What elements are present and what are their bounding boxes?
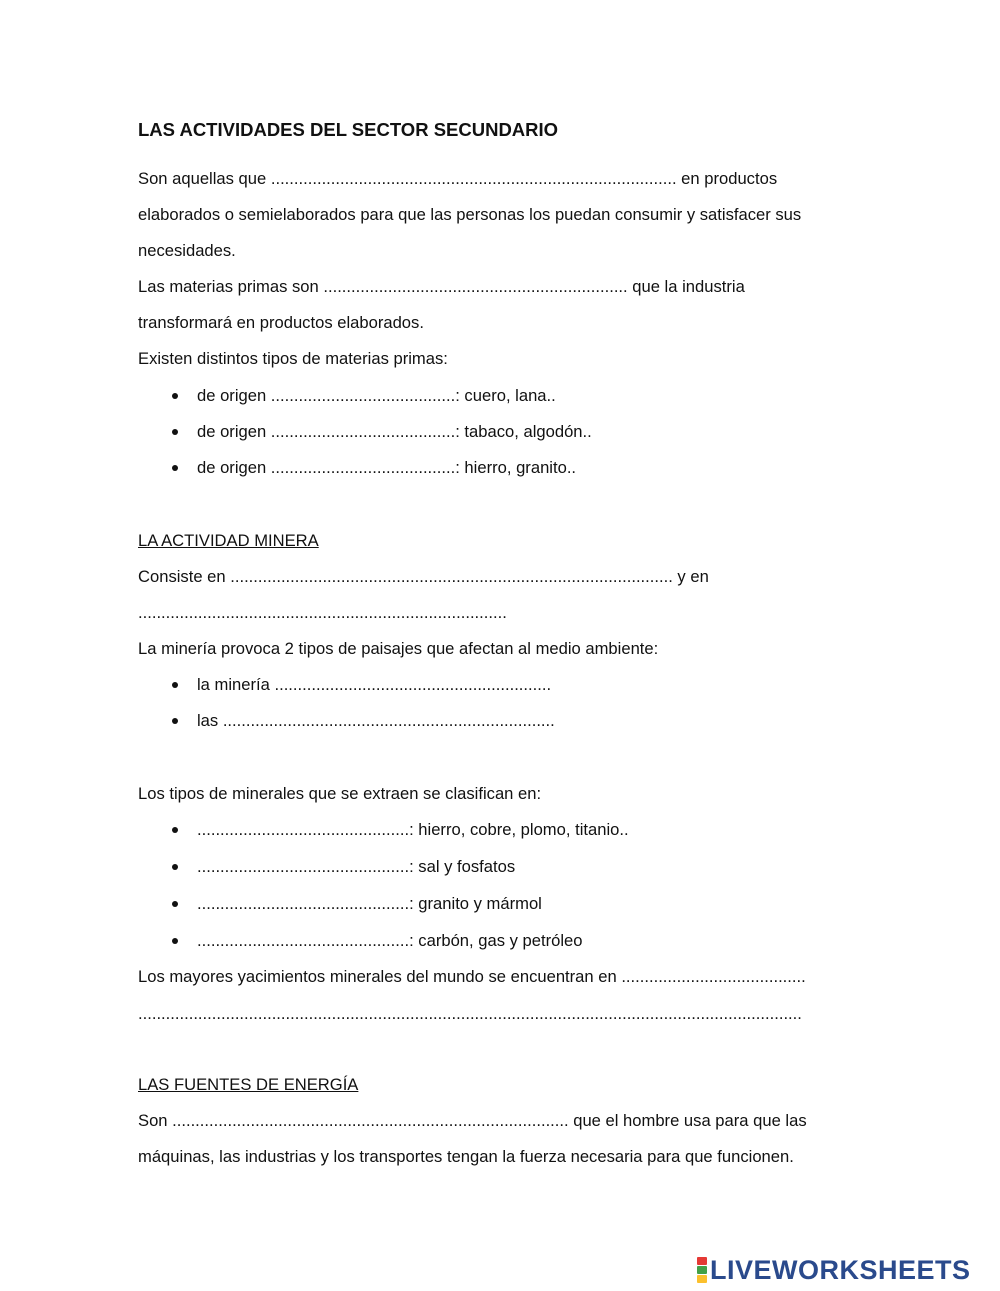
- mineral-type-item: ..............................................: granito y mármol: [197, 894, 542, 913]
- landscape-item: las ........................................................................: [197, 711, 555, 730]
- bullet-icon: [172, 393, 178, 399]
- raw-material-item: de origen ........................................: tabaco, algodón..: [197, 422, 592, 441]
- raw-material-item: de origen ........................................: hierro, granito..: [197, 458, 577, 477]
- mining-line-2: ................................................................................: [138, 603, 507, 622]
- bullet-icon: [172, 465, 178, 471]
- bullet-icon: [172, 901, 178, 907]
- bullet-icon: [172, 682, 178, 688]
- page-title: LAS ACTIVIDADES DEL SECTOR SECUNDARIO: [138, 119, 559, 140]
- mineral-type-item: ..............................................: carbón, gas y petróleo: [197, 931, 583, 950]
- bullet-icon: [172, 718, 178, 724]
- energy-heading: LAS FUENTES DE ENERGÍA: [138, 1075, 359, 1094]
- bullet-icon: [172, 827, 178, 833]
- deposits-line-2: ................................................................................................................................................: [138, 1004, 802, 1023]
- mineral-type-item: ..............................................: sal y fosfatos: [197, 857, 516, 876]
- raw-material-item: de origen ........................................: cuero, lana..: [197, 386, 556, 405]
- mining-line-1: Consiste en ................................................................................................ y en: [138, 567, 709, 586]
- intro-line-1: Son aquellas que ........................................................................................ en productos: [138, 169, 778, 188]
- intro-line-3: necesidades.: [138, 241, 236, 260]
- intro-line-6: Existen distintos tipos de materias primas:: [138, 349, 448, 368]
- liveworksheets-logo-icon: [697, 1257, 707, 1283]
- mining-heading: LA ACTIVIDAD MINERA: [138, 531, 319, 550]
- landscape-item: la minería ............................................................: [197, 675, 552, 694]
- intro-line-5: transformará en productos elaborados.: [138, 313, 424, 332]
- logo-text: LIVEWORKSHEETS: [710, 1254, 971, 1285]
- bullet-icon: [172, 938, 178, 944]
- intro-line-4: Las materias primas son .................................................................. que la industria: [138, 277, 745, 296]
- liveworksheets-logo[interactable]: [697, 1254, 971, 1286]
- energy-line-2: máquinas, las industrias y los transportes tengan la fuerza necesaria para que funcionen.: [138, 1147, 794, 1166]
- mineral-type-item: ..............................................: hierro, cobre, plomo, titanio..: [197, 820, 629, 839]
- mining-line-3: La minería provoca 2 tipos de paisajes que afectan al medio ambiente:: [138, 639, 659, 658]
- deposits-line-1: Los mayores yacimientos minerales del mundo se encuentran en ........................................: [138, 967, 806, 986]
- intro-line-2: elaborados o semielaborados para que las personas los puedan consumir y satisfacer sus: [138, 205, 802, 224]
- energy-line-1: Son ...................................................................................... que el hombre usa para que las: [138, 1111, 807, 1130]
- bullet-icon: [172, 429, 178, 435]
- bullet-icon: [172, 864, 178, 870]
- mineral-types-intro: Los tipos de minerales que se extraen se clasifican en:: [138, 784, 542, 803]
